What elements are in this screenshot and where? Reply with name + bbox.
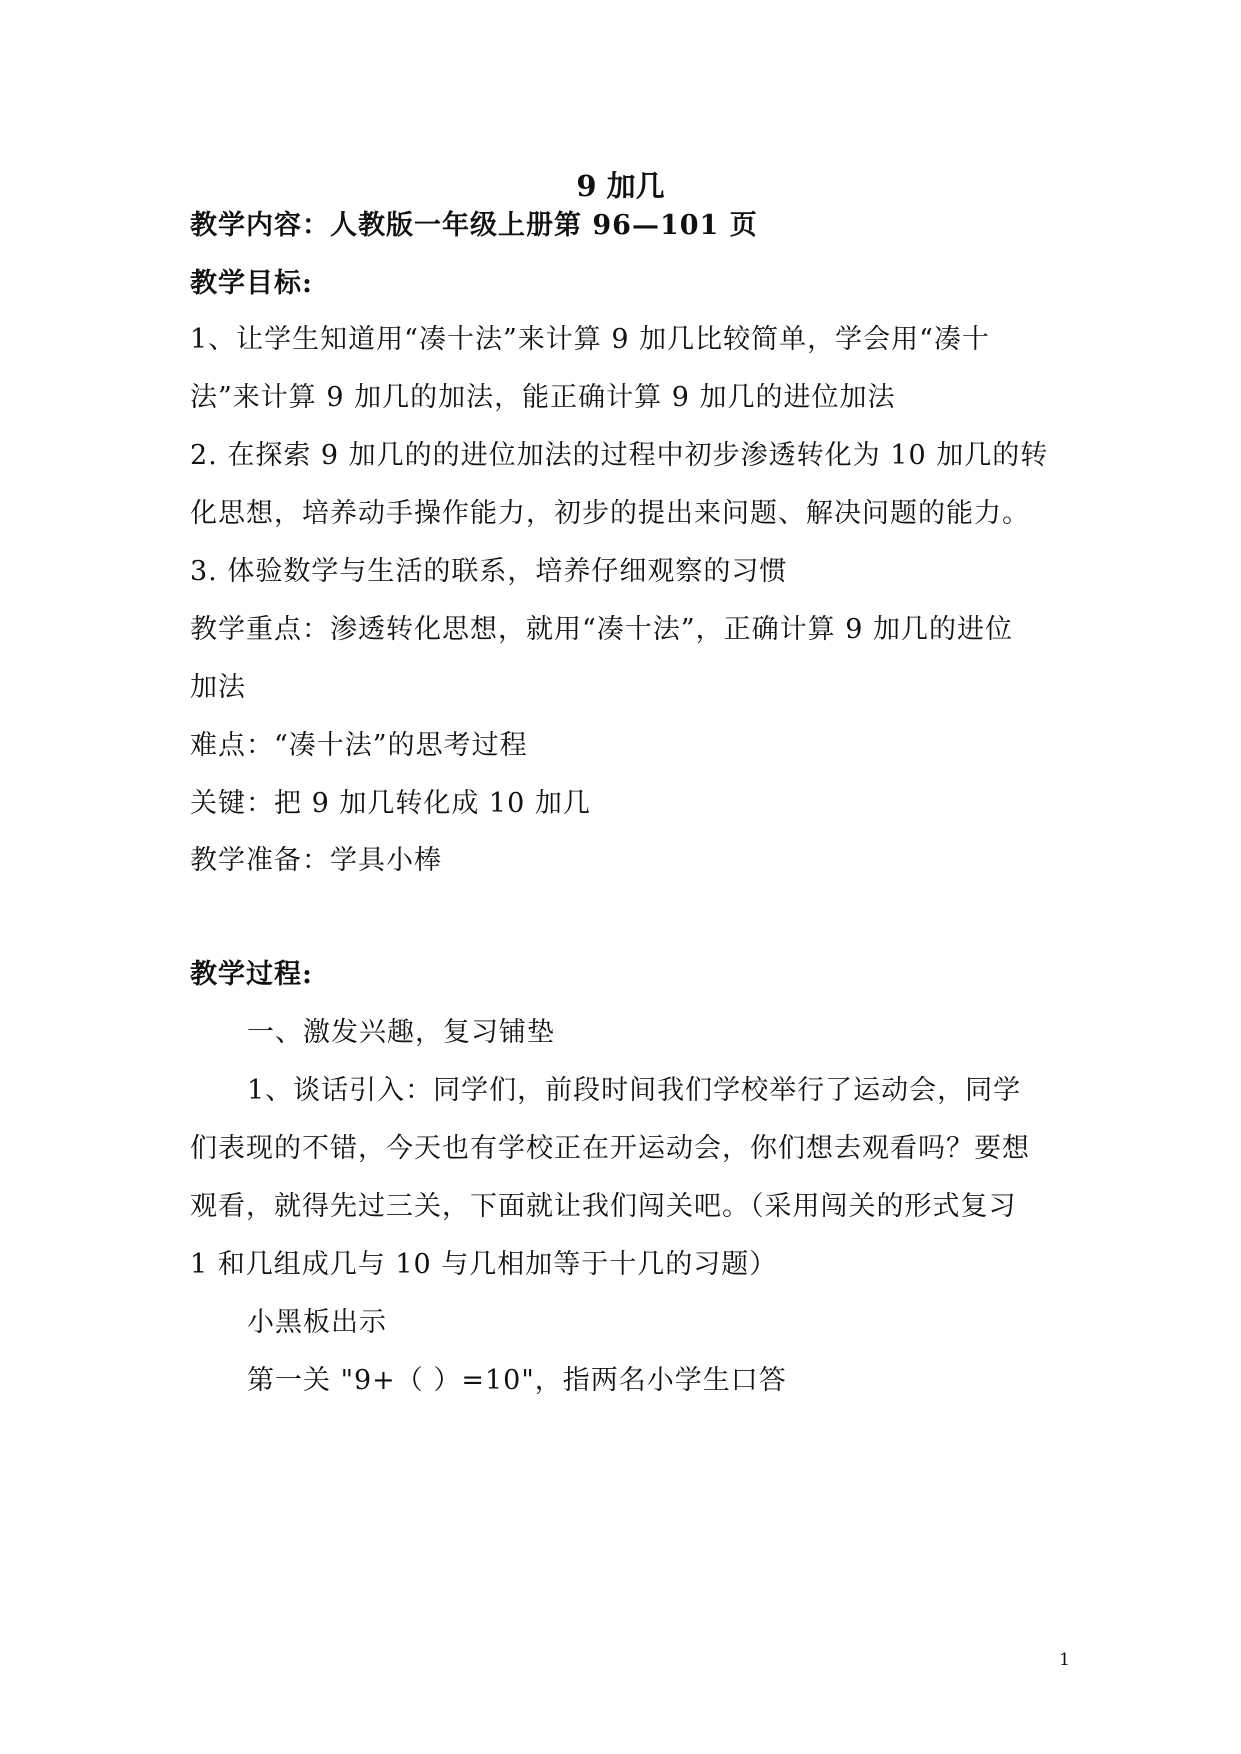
process-heading: 教学过程: (190, 959, 313, 990)
paragraph-1-line-1: 1、谈话引入：同学们，前段时间我们学校举行了运动会，同学 (247, 1075, 1022, 1106)
section-1-heading: 一、激发兴趣，复习铺垫 (247, 1017, 555, 1048)
objective-2-line-2: 化思想，培养动手操作能力，初步的提出来问题、解决问题的能力。 (190, 498, 1030, 529)
paragraph-1-line-4: 1 和几组成几与 10 与几相加等于十几的习题） (190, 1249, 778, 1280)
objectives-heading: 教学目标: (190, 268, 313, 299)
blackboard-line: 小黑板出示 (247, 1307, 387, 1338)
paragraph-1-line-2: 们表现的不错，今天也有学校正在开运动会，你们想去观看吗？要想 (190, 1133, 1030, 1164)
difficulty-line: 难点：“凑十法”的思考过程 (190, 730, 528, 761)
document-title: 9 加几 (576, 169, 665, 203)
objective-1-line-1: 1、让学生知道用“凑十法”来计算 9 加几比较简单，学会用“凑十 (190, 324, 990, 355)
key-point-line-2: 加法 (190, 672, 246, 703)
objective-3: 3. 体验数学与生活的联系，培养仔细观察的习惯 (190, 556, 788, 587)
level-1-line: 第一关 "9+（ ）=10"，指两名小学生口答 (247, 1365, 787, 1396)
objective-2-line-1: 2. 在探索 9 加几的的进位加法的过程中初步渗透转化为 10 加几的转 (190, 440, 1049, 471)
objective-1-line-2: 法”来计算 9 加几的加法，能正确计算 9 加几的进位加法 (190, 382, 896, 413)
key-line: 关键：把 9 加几转化成 10 加几 (190, 788, 591, 819)
teaching-content-line: 教学内容：人教版一年级上册第 96—101 页 (190, 210, 758, 241)
preparation-line: 教学准备：学具小棒 (190, 845, 442, 876)
page-number: 1 (1059, 1650, 1070, 1670)
key-point-line-1: 教学重点：渗透转化思想，就用“凑十法”，正确计算 9 加几的进位 (190, 614, 1013, 645)
paragraph-1-line-3: 观看，就得先过三关，下面就让我们闯关吧。（采用闯关的形式复习 (190, 1191, 1017, 1222)
